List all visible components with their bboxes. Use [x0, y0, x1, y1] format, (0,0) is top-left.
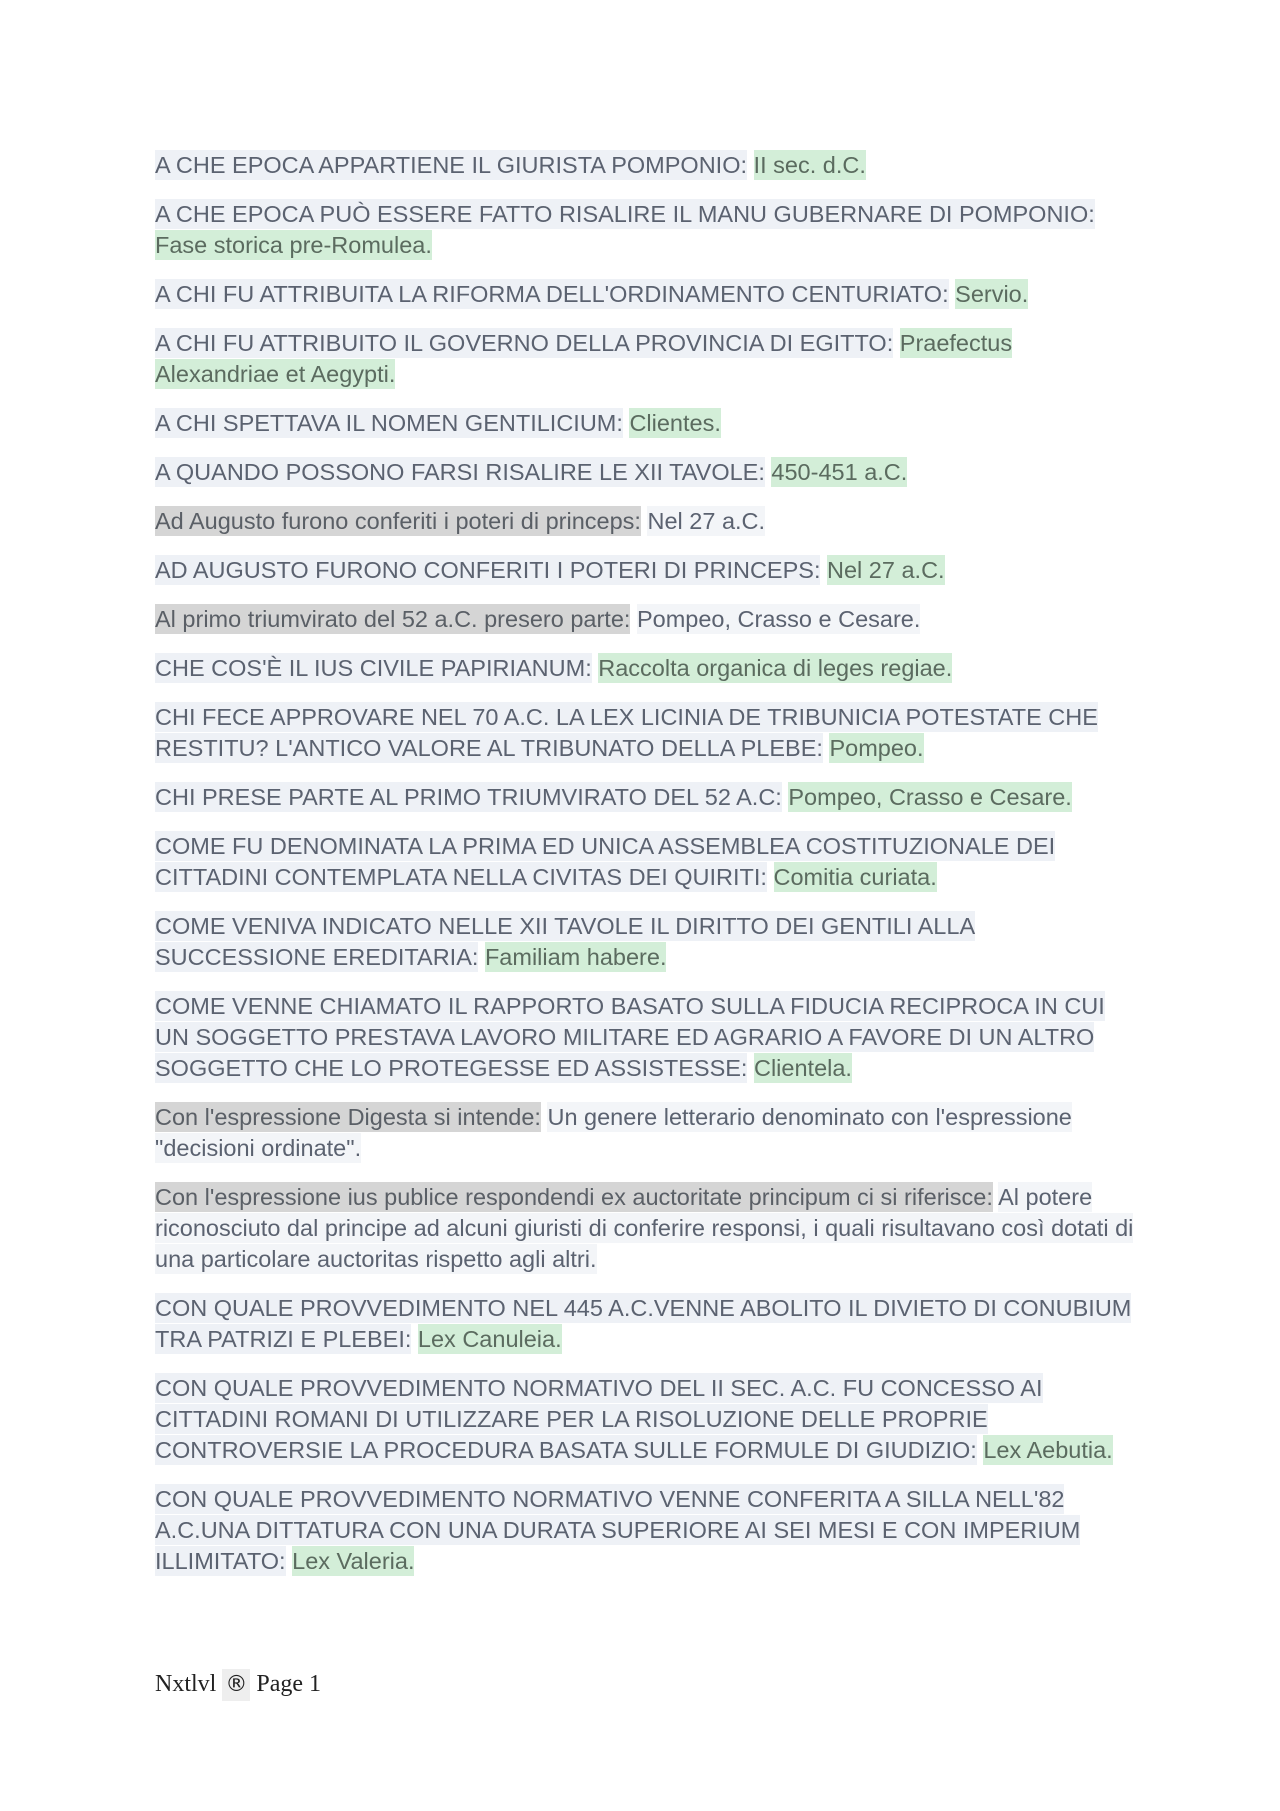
- qa-item-8: [155, 555, 1135, 586]
- question-text: Al primo triumvirato del 52 a.C. presero parte:: [155, 606, 631, 632]
- question-text: A CHE EPOCA PUÒ ESSERE FATTO RISALIRE IL MANU GUBERNARE DI POMPONIO:: [155, 201, 1095, 227]
- answer-text: Fase storica pre-Romulea.: [155, 232, 432, 258]
- qa-item-15: [155, 991, 1135, 1084]
- question-text: Con l'espressione Digesta si intende:: [155, 1104, 541, 1130]
- qa-item-5: [155, 408, 1135, 439]
- question-text: Con l'espressione ius publice respondendi ex auctoritate principum ci si riferisce:: [155, 1184, 993, 1210]
- qa-item-7: [155, 506, 1135, 537]
- question-text: CON QUALE PROVVEDIMENTO NEL 445 A.C.VENNE ABOLITO IL DIVIETO DI CONUBIUM TRA PATRIZI E PLEBEI:: [155, 1295, 1132, 1352]
- qa-item-6: [155, 457, 1135, 488]
- answer-text: Un genere letterario denominato con l'espressione "decisioni ordinate".: [155, 1104, 1072, 1161]
- question-text: CHI PRESE PARTE AL PRIMO TRIUMVIRATO DEL 52 A.C:: [155, 784, 782, 810]
- qa-item-10: [155, 653, 1135, 684]
- answer-text: Praefectus Alexandriae et Aegypti.: [155, 330, 1013, 387]
- page-footer: [155, 1668, 321, 1701]
- question-text: A QUANDO POSSONO FARSI RISALIRE LE XII TAVOLE:: [155, 459, 765, 485]
- question-text: A CHI SPETTAVA IL NOMEN GENTILICIUM:: [155, 410, 623, 436]
- qa-item-14: [155, 911, 1135, 973]
- answer-text: 450-451 a.C.: [771, 459, 908, 485]
- answer-text: Pompeo, Crasso e Cesare.: [636, 606, 921, 632]
- footer-brand: Nxtlvl: [155, 1671, 217, 1697]
- answer-text: Pompeo.: [829, 735, 924, 761]
- question-text: COME FU DENOMINATA LA PRIMA ED UNICA ASSEMBLEA COSTITUZIONALE DEI CITTADINI CONTEMPLATA NELLA CIVITAS DEI QUIRITI:: [155, 833, 1056, 890]
- qa-item-17: [155, 1182, 1135, 1275]
- answer-text: Lex Valeria.: [292, 1548, 415, 1574]
- page-number: Page 1: [256, 1671, 321, 1697]
- answer-text: Clientes.: [629, 410, 721, 436]
- qa-item-4: [155, 328, 1135, 390]
- qa-item-2: [155, 199, 1135, 261]
- question-text: CON QUALE PROVVEDIMENTO NORMATIVO DEL II SEC. A.C. FU CONCESSO AI CITTADINI ROMANI DI UTILIZZARE PER LA RISOLUZIONE DELLE PROPRIE CONTROVERSIE LA PROCEDURA BASATA SULLE FORMULE DI GIUDIZIO:: [155, 1375, 1043, 1463]
- question-text: COME VENIVA INDICATO NELLE XII TAVOLE IL DIRITTO DEI GENTILI ALLA SUCCESSIONE EREDITARIA:: [155, 913, 976, 970]
- answer-text: Lex Canuleia.: [417, 1326, 562, 1352]
- qa-item-12: [155, 782, 1135, 813]
- question-text: CON QUALE PROVVEDIMENTO NORMATIVO VENNE CONFERITA A SILLA NELL'82 A.C.UNA DITTATURA CON UNA DURATA SUPERIORE AI SEI MESI E CON IMPERIUM ILLIMITATO:: [155, 1486, 1081, 1574]
- answer-text: Al potere riconosciuto dal principe ad alcuni giuristi di conferire responsi, i quali risultavano così dotati di una particolare auctoritas rispetto agli altri.: [155, 1184, 1134, 1272]
- answer-text: Servio.: [955, 281, 1029, 307]
- qa-item-1: [155, 150, 1135, 181]
- question-text: A CHE EPOCA APPARTIENE IL GIURISTA POMPONIO:: [155, 152, 748, 178]
- question-text: Ad Augusto furono conferiti i poteri di princeps:: [155, 508, 641, 534]
- qa-item-19: [155, 1373, 1135, 1466]
- answer-text: Pompeo, Crasso e Cesare.: [788, 784, 1072, 810]
- question-text: A CHI FU ATTRIBUITO IL GOVERNO DELLA PROVINCIA DI EGITTO:: [155, 330, 894, 356]
- qa-item-9: [155, 604, 1135, 635]
- answer-text: Nel 27 a.C.: [647, 508, 766, 534]
- qa-item-20: [155, 1484, 1135, 1577]
- registered-mark-icon: ®: [222, 1669, 250, 1701]
- answer-text: Familiam habere.: [484, 944, 667, 970]
- question-text: CHE COS'È IL IUS CIVILE PAPIRIANUM:: [155, 655, 592, 681]
- answer-text: Raccolta organica di leges regiae.: [598, 655, 953, 681]
- qa-item-16: [155, 1102, 1135, 1164]
- question-text: COME VENNE CHIAMATO IL RAPPORTO BASATO SULLA FIDUCIA RECIPROCA IN CUI UN SOGGETTO PRESTAVA LAVORO MILITARE ED AGRARIO A FAVORE DI UN ALTRO SOGGETTO CHE LO PROTEGESSE ED ASSISTESSE:: [155, 993, 1105, 1081]
- document-body: [155, 150, 1135, 1595]
- answer-text: Nel 27 a.C.: [827, 557, 945, 583]
- answer-text: Clientela.: [753, 1055, 852, 1081]
- question-text: A CHI FU ATTRIBUITA LA RIFORMA DELL'ORDINAMENTO CENTURIATO:: [155, 281, 949, 307]
- qa-item-3: [155, 279, 1135, 310]
- qa-item-13: [155, 831, 1135, 893]
- qa-item-11: [155, 702, 1135, 764]
- answer-text: II sec. d.C.: [753, 152, 866, 178]
- answer-text: Comitia curiata.: [773, 864, 937, 890]
- question-text: AD AUGUSTO FURONO CONFERITI I POTERI DI PRINCEPS:: [155, 557, 821, 583]
- qa-item-18: [155, 1293, 1135, 1355]
- answer-text: Lex Aebutia.: [983, 1437, 1113, 1463]
- question-text: CHI FECE APPROVARE NEL 70 A.C. LA LEX LICINIA DE TRIBUNICIA POTESTATE CHE RESTITU? L'ANTICO VALORE AL TRIBUNATO DELLA PLEBE:: [155, 704, 1098, 761]
